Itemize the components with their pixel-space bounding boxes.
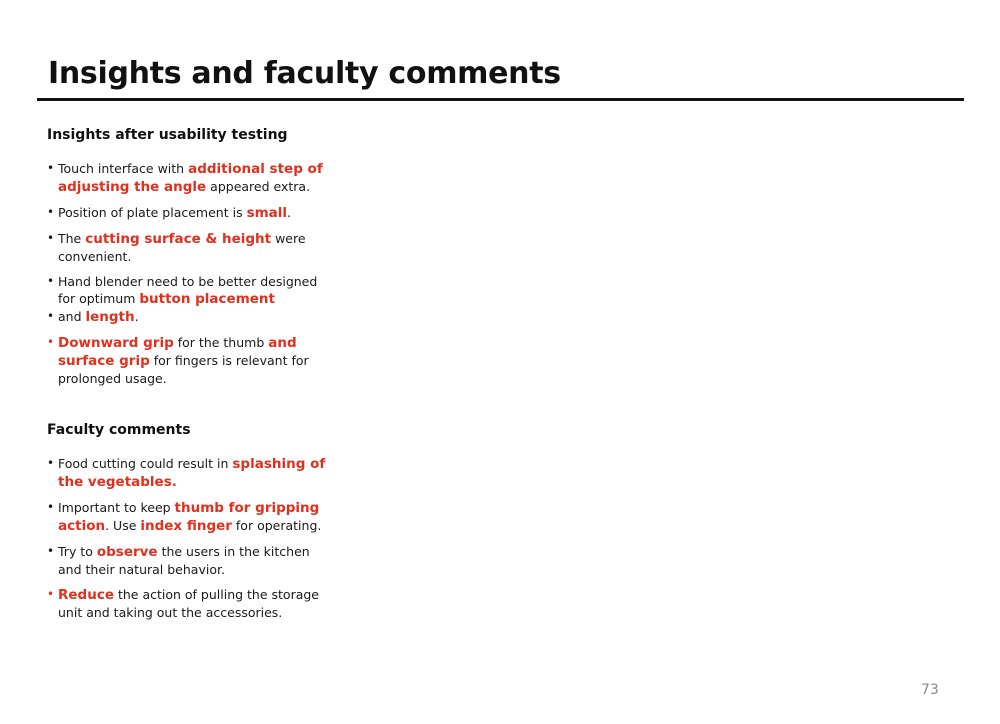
highlight-text: thumb for gripping action	[58, 500, 320, 534]
list-item: • Reduce the action of pulling the storage unit and taking out the accessories.	[47, 586, 337, 621]
highlight-text: observe	[96, 544, 158, 560]
page-title: Insights and faculty comments	[48, 56, 561, 91]
highlight-text: Downward grip	[58, 335, 174, 351]
highlight-text: additional step of adjusting the angle	[58, 161, 323, 195]
highlight-text: button placement	[139, 291, 275, 307]
highlight-text: index finger	[140, 518, 232, 534]
title-divider	[37, 98, 964, 101]
highlight-text: and surface grip	[58, 335, 297, 369]
list-item: • Downward grip for the thumb and surface grip for fingers is relevant for prolonged usage.	[47, 334, 337, 387]
highlight-text: cutting surface & height	[85, 231, 272, 247]
list-item: • The cutting surface & height were convenient.	[47, 230, 337, 265]
highlight-text: Reduce	[58, 587, 114, 603]
highlight-text: splashing of the vegetables.	[58, 456, 326, 490]
page-number: 73	[921, 682, 939, 698]
list-item: • and length.	[47, 308, 337, 326]
list-item: • Hand blender need to be better designed for optimum button placement	[47, 273, 337, 308]
faculty-list	[47, 455, 337, 621]
insights-section	[47, 127, 337, 395]
highlight-text: length	[85, 309, 135, 325]
list-item: • Touch interface with additional step of adjusting the angle appeared extra.	[47, 160, 337, 196]
highlight-text: small	[246, 205, 288, 221]
faculty-heading: Faculty comments	[47, 422, 191, 438]
faculty-section	[47, 422, 337, 629]
list-item: • Food cutting could result in splashing of the vegetables.	[47, 455, 337, 491]
list-item: • Position of plate placement is small.	[47, 204, 337, 222]
insights-list	[47, 160, 337, 387]
list-item: • Try to observe the users in the kitchen and their natural behavior.	[47, 543, 337, 578]
insights-heading: Insights after usability testing	[47, 127, 288, 143]
list-item: • Important to keep thumb for gripping action. Use index finger for operating.	[47, 499, 337, 535]
